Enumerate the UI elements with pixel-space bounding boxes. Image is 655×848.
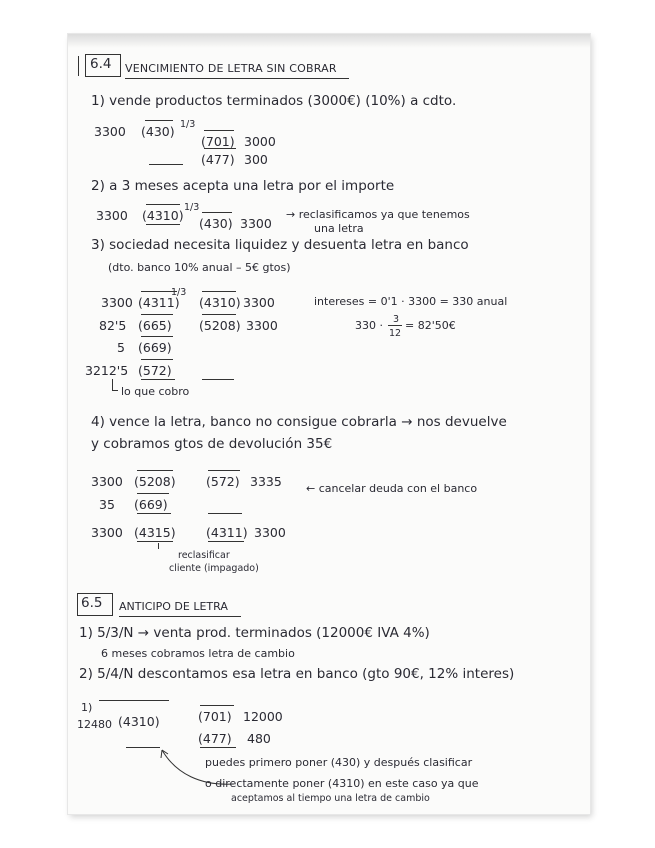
step4-line1: 4) vence la letra, banco no consigue cobrarla → nos devuelve xyxy=(91,414,507,430)
s65-line1: 1) 5/3/N → venta prod. terminados (12000€ IVA 4%) xyxy=(79,625,430,641)
step3-credit1-amount: 3300 xyxy=(243,295,275,310)
step4-entry2-account: (4315) xyxy=(134,525,176,540)
section-title: ANTICIPO DE LETRA xyxy=(119,600,228,613)
step4-row2-amount: 35 xyxy=(99,497,115,512)
step4-credit-amount: 3335 xyxy=(250,474,282,489)
step3-credit1-account: (4310) xyxy=(199,295,241,310)
step2-debit-account: (4310) xyxy=(142,208,184,223)
account-overline xyxy=(145,120,173,121)
step3-row1-amount: 3300 xyxy=(101,295,133,310)
step4-row1-amount: 3300 xyxy=(91,474,123,489)
section-number: 6.4 xyxy=(90,56,112,72)
account-overline xyxy=(141,336,173,337)
account-overline xyxy=(200,705,234,706)
account-overline xyxy=(141,291,177,292)
step1-debit-account: (430) xyxy=(141,124,175,139)
step4-line2: y cobramos gtos de devolución 35€ xyxy=(91,436,333,452)
step4-row1-account: (5208) xyxy=(134,474,176,489)
separator-line xyxy=(126,747,160,748)
account-overline xyxy=(137,470,173,471)
notebook-page xyxy=(68,34,590,814)
account-overline xyxy=(208,470,240,471)
step1-text: 1) vende productos terminados (3000€) (10%) a cdto. xyxy=(91,93,457,109)
account-overline xyxy=(202,212,232,213)
account-overline xyxy=(99,700,169,701)
step3-credit2-account: (5208) xyxy=(199,318,241,333)
account-overline xyxy=(202,291,236,292)
account-overline xyxy=(137,493,169,494)
step4-entry2-amount: 3300 xyxy=(91,525,123,540)
account-overline xyxy=(141,314,173,315)
step1-fraction: 1/3 xyxy=(180,119,196,130)
title-underline xyxy=(119,616,241,617)
separator-line xyxy=(208,513,242,514)
step4-credit-account: (572) xyxy=(206,474,240,489)
step2-note-line2: una letra xyxy=(314,222,364,235)
account-overline xyxy=(146,204,180,205)
step3-row4-account: (572) xyxy=(138,363,172,378)
account-underline xyxy=(146,224,180,225)
account-overline xyxy=(204,130,234,131)
title-underline xyxy=(125,78,349,79)
step2-note-line1: → reclasificamos ya que tenemos xyxy=(286,208,470,221)
entry-label: 1) xyxy=(81,701,93,714)
s65-credit2-account: (477) xyxy=(198,731,232,746)
step3-fraction: 1/3 xyxy=(171,287,187,298)
step4-note: ← cancelar deuda con el banco xyxy=(306,482,478,495)
step2-fraction: 1/3 xyxy=(184,202,200,213)
step3-row1-account: (4311) xyxy=(138,295,180,310)
step1-credit2-account: (477) xyxy=(201,152,235,167)
account-underline xyxy=(137,513,171,514)
step2-text: 2) a 3 meses acepta una letra por el importe xyxy=(91,178,395,194)
interest-formula: intereses = 0'1 · 3300 = 330 anual xyxy=(314,295,508,308)
calc-result: = 82'50€ xyxy=(405,319,456,332)
step3-text: 3) sociedad necesita liquidez y desuenta letra en banco xyxy=(91,237,469,253)
account-overline xyxy=(141,359,173,360)
s65-debit-account: (4310) xyxy=(118,714,160,729)
calc-left: 330 · xyxy=(355,319,383,332)
reclass-line1: reclasificar xyxy=(178,550,230,561)
step3-subtext: (dto. banco 10% anual – 5€ gtos) xyxy=(108,261,291,274)
step4-row2-account: (669) xyxy=(134,497,168,512)
step2-debit-amount: 3300 xyxy=(96,208,128,223)
step2-credit-amount: 3300 xyxy=(240,216,272,231)
separator-line xyxy=(202,379,234,380)
s65-credit1-account: (701) xyxy=(198,709,232,724)
bracket-line xyxy=(112,379,113,390)
reclass-line2: cliente (impagado) xyxy=(169,563,259,574)
account-overline xyxy=(202,314,236,315)
step3-credit2-amount: 3300 xyxy=(246,318,278,333)
account-underline xyxy=(141,379,175,380)
section-title: VENCIMIENTO DE LETRA SIN COBRAR xyxy=(125,62,337,75)
pointer-line xyxy=(158,543,159,549)
account-underline xyxy=(208,541,244,542)
step4-entry2-credit-amount: 3300 xyxy=(254,525,286,540)
s65-debit-amount: 12480 xyxy=(77,718,112,731)
account-overline xyxy=(204,148,236,149)
step3-row4-amount: 3212'5 xyxy=(85,363,129,378)
step1-debit-amount: 3300 xyxy=(94,124,126,139)
calc-numerator: 3 xyxy=(393,314,400,325)
bracket-line xyxy=(112,390,118,391)
s65-note2: o directamente poner (4310) en este caso ya que xyxy=(205,777,479,790)
step3-row2-amount: 82'5 xyxy=(99,318,127,333)
account-underline xyxy=(137,541,173,542)
margin-mark xyxy=(78,56,79,76)
separator-line xyxy=(149,164,183,165)
step3-row3-account: (669) xyxy=(138,340,172,355)
s65-line2: 2) 5/4/N descontamos esa letra en banco (gto 90€, 12% interes) xyxy=(79,666,515,682)
s65-note3: aceptamos al tiempo una letra de cambio xyxy=(231,793,430,804)
step3-row3-amount: 5 xyxy=(117,340,125,355)
step1-credit2-amount: 300 xyxy=(244,152,268,167)
s65-note1: puedes primero poner (430) y después clasificar xyxy=(205,756,473,769)
step1-credit1-account: (701) xyxy=(201,134,235,149)
step2-credit-account: (430) xyxy=(199,216,233,231)
step4-entry2-credit-account: (4311) xyxy=(206,525,248,540)
s65-line1b: 6 meses cobramos letra de cambio xyxy=(101,647,295,660)
step1-credit1-amount: 3000 xyxy=(244,134,276,149)
step3-note: lo que cobro xyxy=(121,385,190,398)
s65-credit2-amount: 480 xyxy=(247,731,271,746)
calc-denominator: 12 xyxy=(389,328,402,339)
s65-credit1-amount: 12000 xyxy=(243,709,283,724)
section-number: 6.5 xyxy=(81,595,103,611)
step3-row2-account: (665) xyxy=(138,318,172,333)
